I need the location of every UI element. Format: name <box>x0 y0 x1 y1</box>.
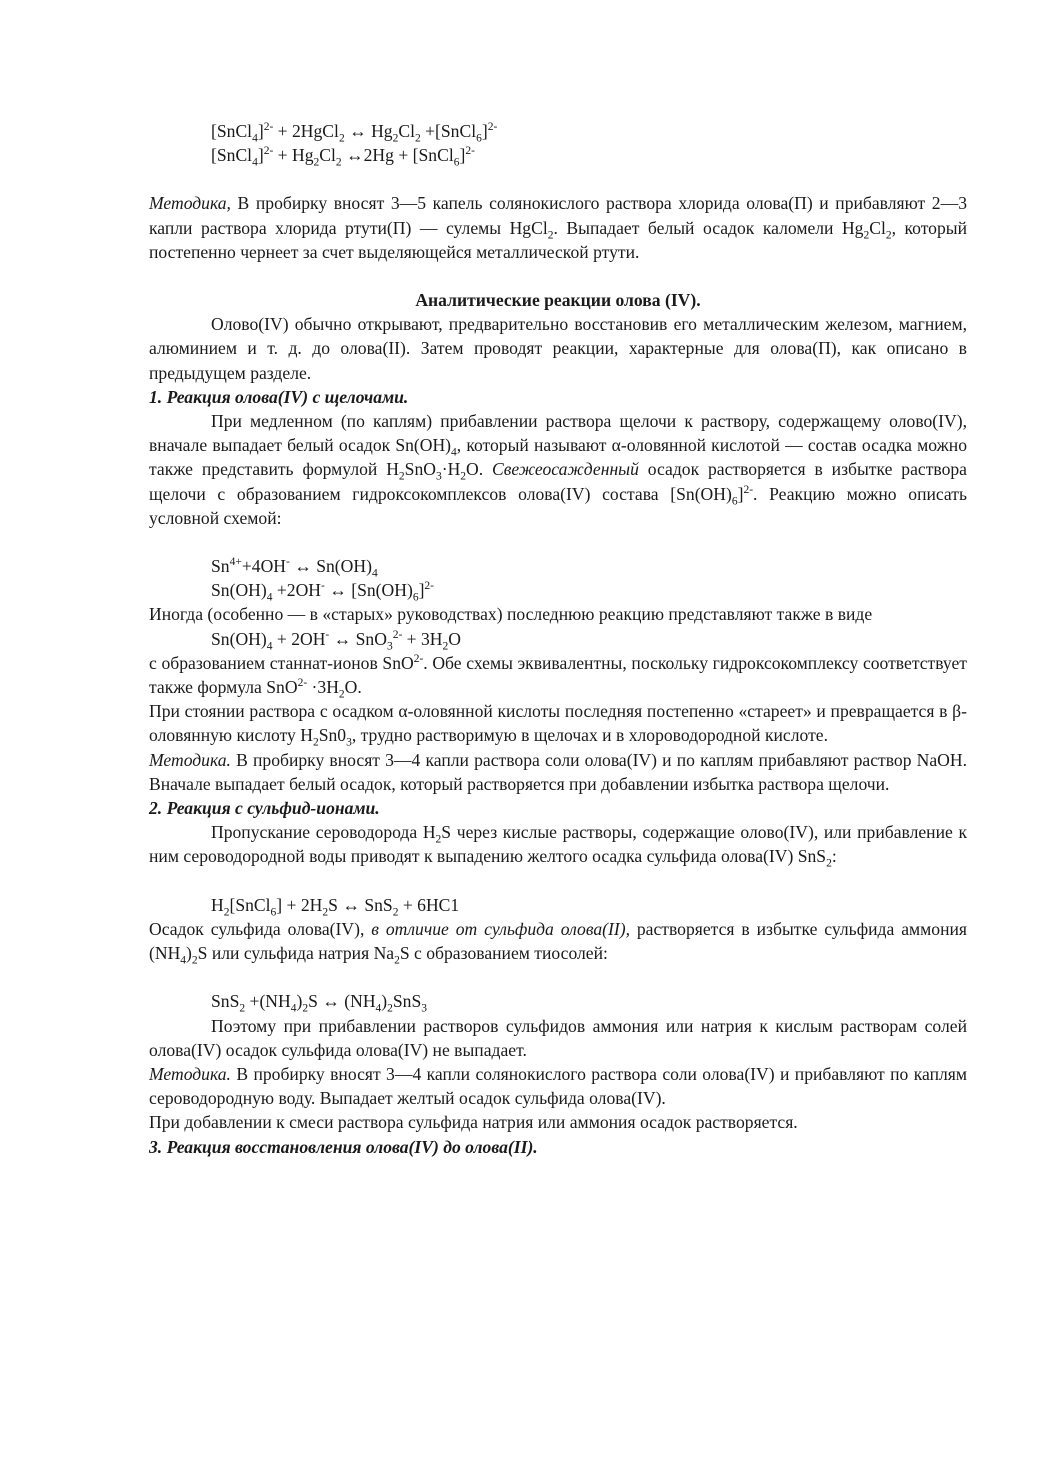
eq-sub: 4 <box>266 640 273 653</box>
alt-representation-paragraph: Иногда (особенно — в «старых» руководствах) последнюю реакцию представляют также в виде <box>149 604 873 625</box>
eq-sub: 2 <box>223 906 230 919</box>
eq-text: Sn(OH) <box>211 628 267 649</box>
subscript: 2 <box>312 736 319 749</box>
subsection-heading-3: 3. Реакция восстановления олова(IV) до олова(II). <box>149 1136 538 1157</box>
text-run: SnO <box>404 459 436 480</box>
eq-text: + Hg <box>273 145 314 166</box>
method-paragraph-2 <box>149 748 967 796</box>
stannate-paragraph <box>149 651 967 699</box>
text-run: ·3H <box>307 677 339 698</box>
eq-text: + 2OH <box>272 628 326 649</box>
eq-sub: 2 <box>302 1002 309 1015</box>
eq-text: ] + 2H <box>276 894 323 915</box>
text-run: , трудно растворимую в щелочах и в хлороводородной кислоте. <box>351 725 828 746</box>
method-label: Методика. <box>149 1063 231 1084</box>
eq-sub: 2 <box>335 156 342 169</box>
eq-text: ) <box>381 991 388 1012</box>
eq-text: + 6HC1 <box>398 894 460 915</box>
eq-sup: 4+ <box>229 556 242 569</box>
eq-text: Cl <box>398 121 415 141</box>
eq-text: +2OH <box>272 580 321 601</box>
eq-sup: 2- <box>392 628 403 641</box>
eq-sup: 2- <box>263 121 274 134</box>
eq-text: SnS <box>392 991 422 1012</box>
superscript: 2- <box>413 653 424 665</box>
equation-2 <box>149 143 967 167</box>
method-paragraph-3 <box>149 1062 967 1110</box>
eq-sub: 3 <box>386 640 393 653</box>
eq-text: [SnCl <box>229 894 271 915</box>
subsection-heading-1: 1. Реакция олова(IV) с щелочами. <box>149 386 409 407</box>
subscript: 2 <box>394 954 400 967</box>
text-run: В пробирку вносят 3—5 капель солянокислого раствора хлорида олова(П) и прибавляют 2—3 капли раствора хлорида ртути(П) — сулемы HgCl <box>149 193 967 238</box>
text-run: ) <box>186 943 192 964</box>
eq-sup: 2- <box>465 145 475 158</box>
subscript: 6 <box>731 495 738 508</box>
intro-paragraph: Олово(IV) обычно открывают, предварительно восстановив его металлическим железом, магнием, алюминием и т. д. до олова(II). Затем проводят реакции, характерные для олова(П), как описано в предыдущем разделе. <box>149 314 967 383</box>
text-run: S через кислые растворы, содержащие олово(IV), или прибавление к ним сероводородной воды приводят к выпадению желтого осадка сульфида олова(IV) SnS <box>149 822 967 867</box>
eq-sub: 4 <box>266 591 273 604</box>
text-run: Sn0 <box>318 725 347 746</box>
eq-sup: 2- <box>263 145 274 158</box>
italic-run: в отличие от сульфида олова(II), <box>371 918 630 939</box>
method-label: Методика, <box>149 193 231 214</box>
eq-text: ] <box>257 145 264 166</box>
dissolution-paragraph: При добавлении к смеси раствора сульфида натрия или аммония осадок растворяется. <box>149 1112 798 1133</box>
eq-text: ↔ [Sn(OH) <box>324 580 413 601</box>
eq-sub: 4 <box>290 1002 297 1015</box>
eq-text: H <box>211 894 224 915</box>
text-run: S с образованием тиосолей: <box>399 943 608 964</box>
eq-sub: 2 <box>387 1002 393 1015</box>
text-run: : <box>831 846 837 867</box>
eq-sup: 2- <box>487 121 498 134</box>
eq-sub: 3 <box>421 1002 428 1015</box>
equation-1 <box>149 119 967 143</box>
subscript: 2 <box>338 688 345 701</box>
subscript: 2 <box>191 954 198 967</box>
text-run: с образованием станнат-ионов SnO <box>149 652 414 673</box>
subscript: 2 <box>863 229 870 242</box>
equation-7 <box>149 989 967 1013</box>
text-run: . Выпадает белый осадок каломели Hg <box>553 217 864 238</box>
subscript: 3 <box>435 470 442 483</box>
subsection-heading-2: 2. Реакция с сульфид-ионами. <box>149 798 380 819</box>
text-run: При стоянии раствора с осадком α-оловянной кислоты последняя постепенно «стареет» и превращается в β-оловянную кислоту H <box>149 701 967 746</box>
eq-sub: 2 <box>313 156 320 169</box>
eq-sub: 2 <box>338 132 345 145</box>
text-run: Cl <box>869 217 886 238</box>
sulfide-paragraph <box>149 820 967 868</box>
subscript: 2 <box>435 833 442 846</box>
text-run: O. <box>344 677 362 698</box>
eq-sub: 2 <box>392 906 399 919</box>
subscript: 2 <box>547 229 554 242</box>
eq-text: SnS <box>211 991 240 1012</box>
eq-text: ] <box>481 121 488 141</box>
eq-text: +4OH <box>241 556 286 577</box>
spacer <box>149 530 967 554</box>
eq-text: ↔ SnO <box>329 628 387 649</box>
eq-sub: 2 <box>239 1002 246 1015</box>
eq-text: ↔ Hg <box>344 121 393 141</box>
eq-text: Sn(OH) <box>211 580 267 601</box>
eq-text: O <box>448 628 461 649</box>
subscript: 2 <box>826 858 832 870</box>
subscript: 4 <box>451 446 457 459</box>
text-run: Пропускание сероводорода H <box>211 822 436 843</box>
eq-text: Sn <box>211 556 230 577</box>
eq-sup: - <box>285 556 290 569</box>
document-page <box>149 119 967 1159</box>
alkali-paragraph <box>149 409 967 530</box>
spacer <box>149 264 967 288</box>
eq-text: Cl <box>319 145 336 166</box>
spacer <box>149 167 967 191</box>
eq-text: + 3H <box>402 628 443 649</box>
eq-sub: 4 <box>375 1002 382 1015</box>
text-run: , который постепенно чернеет за счет выделяющейся металлической ртути. <box>149 217 967 262</box>
eq-text: ] <box>459 145 466 166</box>
eq-text: + 2HgCl <box>273 121 339 141</box>
eq-sub: 6 <box>412 591 419 604</box>
text-run: ] <box>737 483 744 504</box>
eq-text: [SnCl <box>211 145 253 166</box>
eq-sup: 2- <box>424 580 435 593</box>
text-run: растворяется в избытке сульфида аммония (NH <box>149 918 967 964</box>
subscript: 3 <box>346 736 352 749</box>
eq-sub: 6 <box>270 906 277 919</box>
eq-sub: 6 <box>476 132 482 145</box>
eq-text: [SnCl <box>211 121 253 141</box>
subscript: 2 <box>460 470 467 483</box>
eq-sub: 4 <box>252 132 258 145</box>
aging-paragraph <box>149 699 967 747</box>
equation-6 <box>149 893 967 917</box>
text-run: Осадок сульфида олова(IV), <box>149 918 372 939</box>
spacer <box>149 869 967 893</box>
text-run: S или сульфида натрия Na <box>197 943 395 964</box>
text-run: При медленном (по каплям) прибавлении раствора щелочи к раствору, содержащему олово(IV), вначале выпадает белый осадок Sn(OH) <box>149 411 967 456</box>
eq-text: +[SnCl <box>420 121 477 141</box>
text-run: В пробирку вносят 3—4 капли солянокислого раствора соли олова(IV) и прибавляют по каплям сероводородную воду. Выпадает желтый осадок сульфида олова(IV). <box>149 1063 967 1109</box>
spacer <box>149 965 967 989</box>
subscript: 2 <box>885 229 892 242</box>
eq-text: ↔ Sn(OH) <box>289 556 372 577</box>
subscript: 2 <box>398 470 405 483</box>
eq-sub: 4 <box>371 567 378 580</box>
italic-run: Свежеосажденный <box>492 459 639 480</box>
eq-text: ) <box>296 991 303 1012</box>
text-run: . Обе схемы эквивалентны, поскольку гидроксокомплексу соответствует также формула SnO <box>149 652 967 698</box>
method-paragraph-1 <box>149 191 967 264</box>
text-run: , который называют α-оловянной кислотой — состав осадка можно также представить формулой H <box>149 435 967 480</box>
eq-text: S ↔ (NH <box>308 991 376 1012</box>
eq-sub: 2 <box>414 132 421 145</box>
equation-5 <box>149 627 967 651</box>
equation-3 <box>149 554 967 578</box>
text-run: осадок растворяется в избытке раствора щелочи с образованием гидроксокомплексов олова(IV) состава [Sn(OH) <box>149 459 967 504</box>
eq-text: ] <box>418 580 425 601</box>
eq-text: ] <box>257 121 264 141</box>
eq-text: ↔2Hg + [SnCl <box>341 145 454 166</box>
text-run: . Реакцию можно описать условной схемой: <box>149 483 967 528</box>
eq-text: +(NH <box>245 991 291 1012</box>
eq-sup: - <box>321 580 325 593</box>
eq-sub: 2 <box>442 640 449 653</box>
method-label: Методика. <box>149 749 231 770</box>
eq-sub: 4 <box>252 156 258 169</box>
eq-sup: - <box>325 628 330 641</box>
section-title: Аналитические реакции олова (IV). <box>415 290 701 311</box>
text-run: O. <box>466 459 493 480</box>
no-precipitate-paragraph: Поэтому при прибавлении растворов сульфидов аммония или натрия к кислым растворам солей олова(IV) осадок сульфида олова(IV) не выпадает. <box>149 1015 967 1060</box>
superscript: 2- <box>743 483 754 496</box>
equation-4 <box>149 578 967 602</box>
text-run: В пробирку вносят 3—4 капли раствора соли олова(IV) и по каплям прибавляют раствор NaOH. Вначале выпадает белый осадок, который растворяется при добавлении избытка раствора щелочи. <box>149 749 967 794</box>
thiosalt-paragraph <box>149 917 967 965</box>
eq-sub: 2 <box>322 906 329 919</box>
text-run: ·H <box>441 459 461 480</box>
eq-sub: 2 <box>392 132 399 145</box>
eq-sub: 6 <box>453 156 460 169</box>
superscript: 2- <box>297 677 308 690</box>
subscript: 4 <box>180 954 187 967</box>
eq-text: S ↔ SnS <box>328 894 393 915</box>
